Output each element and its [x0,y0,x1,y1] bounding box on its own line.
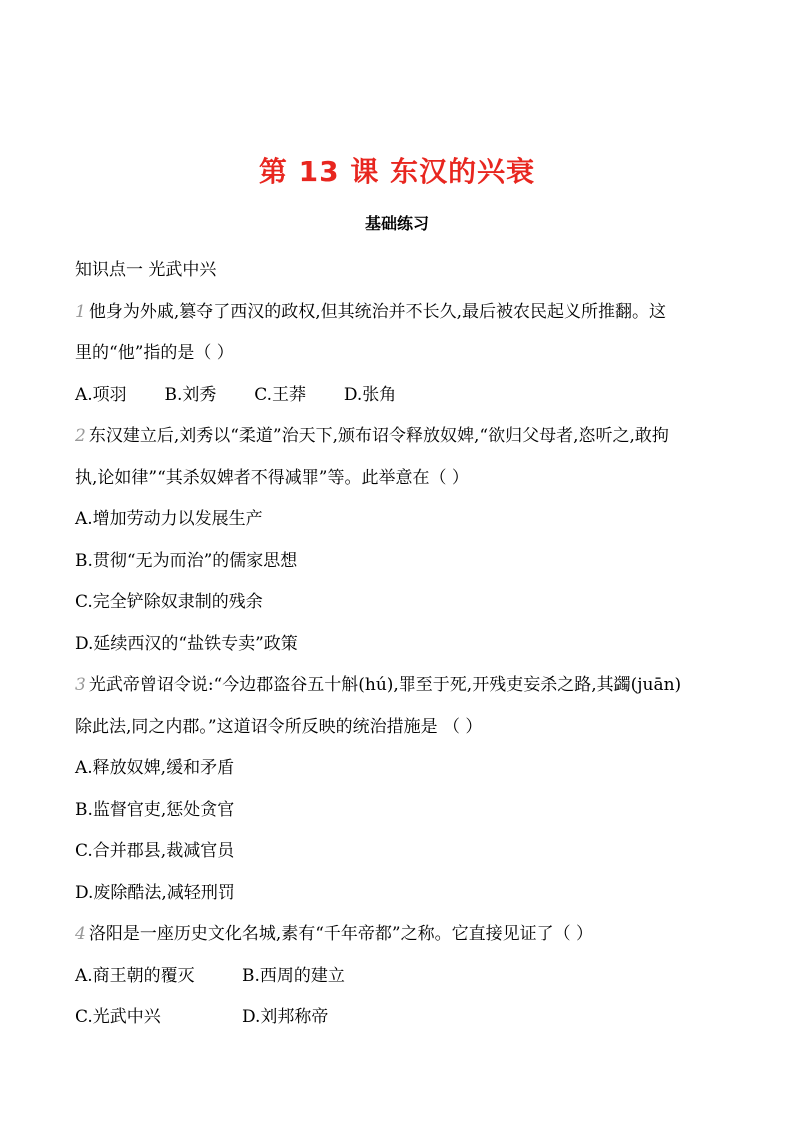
question-stem-line: 洛阳是一座历史文化名城,素有“千年帝都”之称。它直接见证了（ ） [88,924,594,944]
section-subtitle: 基础练习 [364,214,429,233]
question-number: 2 [75,426,86,446]
option-c: C.合并郡县,裁减官员 [75,841,235,861]
option-d: D.延续西汉的“盐铁专卖”政策 [75,633,298,654]
question-4 [75,914,725,1039]
question-number: 1 [75,301,86,322]
option-a: A.释放奴婢,缓和矛盾 [75,758,235,778]
question-stem-line: 东汉建立后,刘秀以“柔道”治天下,颁布诏令释放奴婢,“欲归父母者,恣听之,敢拘 [88,426,669,446]
question-stem-line: 他身为外戚,篡夺了西汉的政权,但其统治并不长久,最后被农民起义所推翻。这 [88,301,667,322]
question-stem-line: 除此法,同之内郡。”这道诏令所反映的统治措施是 （ ） [75,716,483,737]
document-body [75,250,725,1039]
option-d: D.刘邦称帝 [242,1007,329,1027]
option-b: B.监督官吏,惩处贪官 [75,799,235,820]
option-row [75,956,725,998]
option-d: D.废除酷法,减轻刑罚 [75,882,235,903]
question-number: 4 [75,924,86,944]
question-stem-line: 光武帝曾诏令说:“今边郡盗谷五十斛(hú),罪至于死,开残吏妄杀之路,其蠲(juān) [88,675,682,695]
option-a: A.商王朝的覆灭 [75,965,195,986]
question-stem-line: 执,论如律”“其杀奴婢者不得减罪”等。此举意在（ ） [75,467,469,488]
question-2 [75,416,725,665]
question-options: A.项羽 B.刘秀 C.王莽 D.张角 [75,384,397,405]
option-c: C.光武中兴 [75,1007,161,1027]
question-3 [75,665,725,914]
question-stem-line: 里的“他”指的是（ ） [75,343,234,363]
option-b: B.西周的建立 [242,965,345,986]
question-1 [75,292,725,417]
option-c: C.完全铲除奴隶制的残余 [75,592,263,612]
option-row [75,997,725,1039]
option-b: B.贯彻“无为而治”的儒家思想 [75,550,298,571]
page-title: 第 13 课 东汉的兴衰 [258,155,536,188]
knowledge-point-heading: 知识点一 光武中兴 [75,260,217,280]
option-a: A.增加劳动力以发展生产 [75,509,263,529]
question-number: 3 [75,675,86,695]
